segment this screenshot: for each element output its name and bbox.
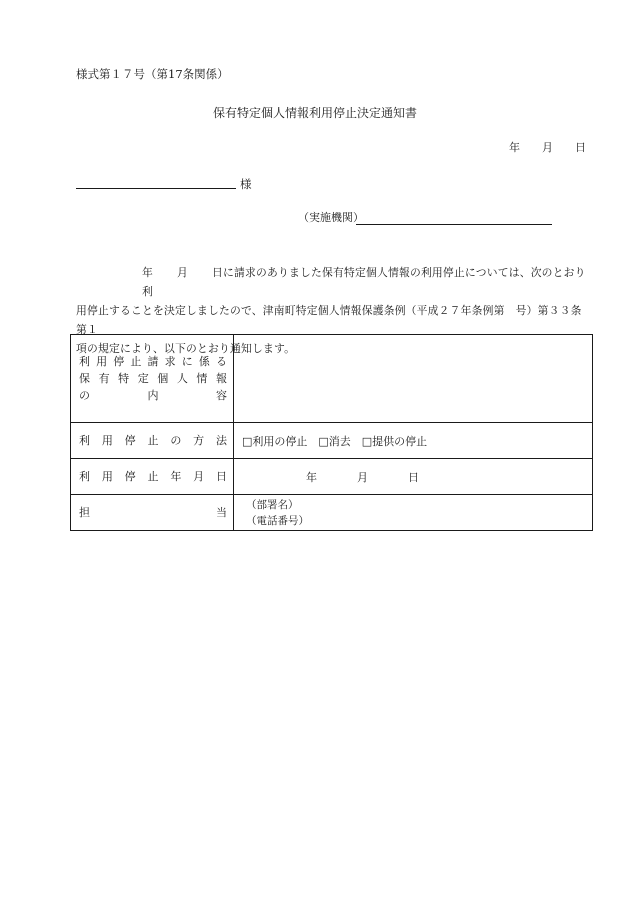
table-row-content bbox=[71, 335, 593, 423]
label-content-line-1: 利 用 停 止 請 求 に 係 る bbox=[79, 355, 227, 368]
date-month: 月 bbox=[357, 470, 368, 484]
addressee-blank-line[interactable] bbox=[76, 188, 236, 189]
label-method: 利 用 停 止 の 方 法 bbox=[71, 423, 234, 459]
issue-date-month: 月 bbox=[542, 141, 553, 154]
body-text-1: 日に請求のありました保有特定個人情報の利用停止については、次のとおり利 bbox=[142, 266, 586, 298]
table-row-date bbox=[71, 459, 593, 495]
date-year: 年 bbox=[306, 470, 317, 484]
method-options[interactable]: □利用の停止 □消去 □提供の停止 bbox=[234, 423, 593, 459]
contact-phone: （電話番号） bbox=[246, 514, 309, 527]
issue-date-year: 年 bbox=[509, 141, 520, 154]
label-content bbox=[71, 335, 234, 423]
body-line-1 bbox=[76, 263, 592, 301]
date-field[interactable] bbox=[234, 459, 593, 495]
issue-date bbox=[487, 139, 586, 155]
form-number: 様式第１７号（第17条関係） bbox=[76, 67, 229, 81]
notice-table bbox=[70, 334, 593, 531]
label-contact: 担 当 bbox=[71, 495, 234, 531]
document-title: 保有特定個人情報利用停止決定通知書 bbox=[212, 106, 417, 120]
body-month: 月 bbox=[177, 266, 188, 279]
contact-dept: （部署名） bbox=[246, 498, 299, 511]
table-row-contact bbox=[71, 495, 593, 531]
table-row-method bbox=[71, 423, 593, 459]
label-content-line-2: 保 有 特 定 個 人 情 報 bbox=[79, 372, 227, 385]
addressee-suffix: 様 bbox=[240, 177, 252, 191]
body-line-2: 用停止することを決定しましたので、津南町特定個人情報保護条例（平成２７年条例第 号）第３３条第１ bbox=[76, 304, 582, 336]
label-date: 利 用 停 止 年 月 日 bbox=[71, 459, 234, 495]
agency-label: （実施機関） bbox=[298, 211, 364, 224]
label-content-line-3: の 内 容 bbox=[79, 389, 227, 402]
issue-date-day: 日 bbox=[575, 141, 586, 154]
content-field[interactable] bbox=[234, 335, 593, 423]
date-day: 日 bbox=[408, 470, 419, 484]
body-year: 年 bbox=[142, 266, 153, 279]
contact-field[interactable] bbox=[234, 495, 593, 531]
body-line-3: 項の規定により、以下のとおり通知します。 bbox=[76, 342, 296, 355]
agency-blank-line[interactable] bbox=[356, 224, 552, 225]
